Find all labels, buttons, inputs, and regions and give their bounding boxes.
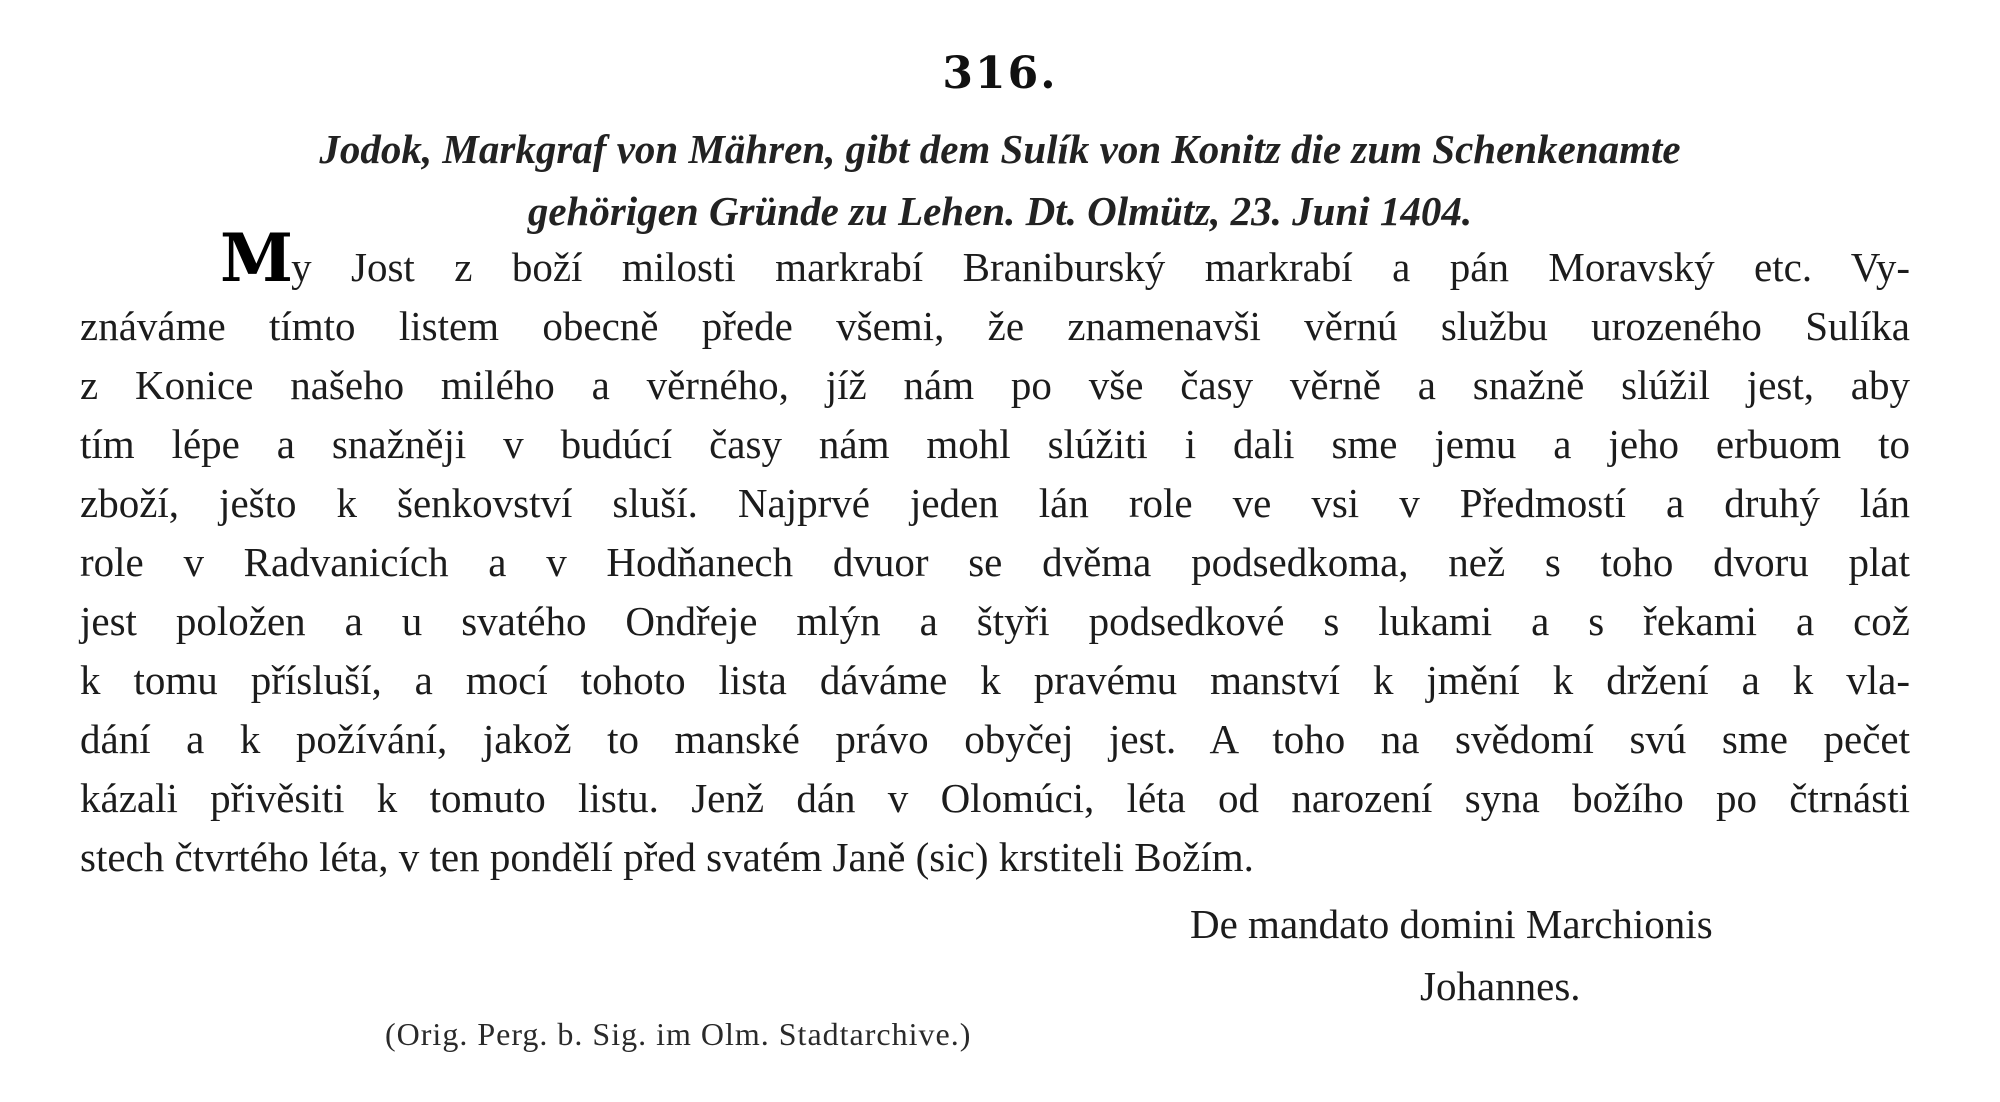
body-line: kázali přivěsiti k tomuto listu. Jenž dán v Olomúci, léta od narození syna božího po čtrnásti bbox=[80, 775, 1910, 821]
body-line: tím lépe a snažněji v budúcí časy nám mohl slúžiti i dali sme jemu a jeho erbuom to bbox=[80, 421, 1910, 467]
body-line: role v Radvanicích a v Hodňanech dvuor se dvěma podsedkoma, než s toho dvoru plat bbox=[80, 539, 1910, 585]
document-body bbox=[80, 219, 1910, 887]
document-number: 316. bbox=[942, 48, 1058, 99]
mandate-line: De mandato domini Marchionis bbox=[1190, 901, 1713, 947]
body-line bbox=[80, 219, 1910, 297]
body-first-line-text: y Jost z boží milosti markrabí Braniburský markrabí a pán Moravský etc. Vy- bbox=[291, 244, 1910, 290]
document-heading bbox=[150, 118, 1850, 242]
body-line: stech čtvrtého léta, v ten pondělí před svatém Janě (sic) krstiteli Božím. bbox=[80, 834, 1254, 880]
source-note: (Orig. Perg. b. Sig. im Olm. Stadtarchive.) bbox=[385, 1016, 972, 1052]
initial-letter: M bbox=[220, 219, 292, 297]
heading-line: Jodok, Markgraf von Mähren, gibt dem Sulík von Konitz die zum Schenkenamte bbox=[319, 126, 1681, 172]
body-line: jest položen a u svatého Ondřeje mlýn a štyři podsedkové s lukami a s řekami a což bbox=[80, 598, 1910, 644]
heading-line: gehörigen Gründe zu Lehen. Dt. Olmütz, 23. Juni 1404. bbox=[527, 188, 1473, 234]
body-line: znáváme tímto listem obecně přede všemi, že znamenavši věrnú službu urozeného Sulíka bbox=[80, 303, 1910, 349]
body-line: zboží, ješto k šenkovství sluší. Najprvé jeden lán role ve vsi v Předmostí a druhý lán bbox=[80, 480, 1910, 526]
body-line: k tomu přísluší, a mocí tohoto lista dáváme k pravému manství k jmění k držení a k vla- bbox=[80, 657, 1910, 703]
body-line: z Konice našeho milého a věrného, jíž nám po vše časy věrně a snažně slúžil jest, aby bbox=[80, 362, 1910, 408]
signer-name: Johannes. bbox=[1420, 963, 1581, 1009]
body-line: dání a k požívání, jakož to manské právo obyčej jest. A toho na svědomí svú sme pečet bbox=[80, 716, 1910, 762]
